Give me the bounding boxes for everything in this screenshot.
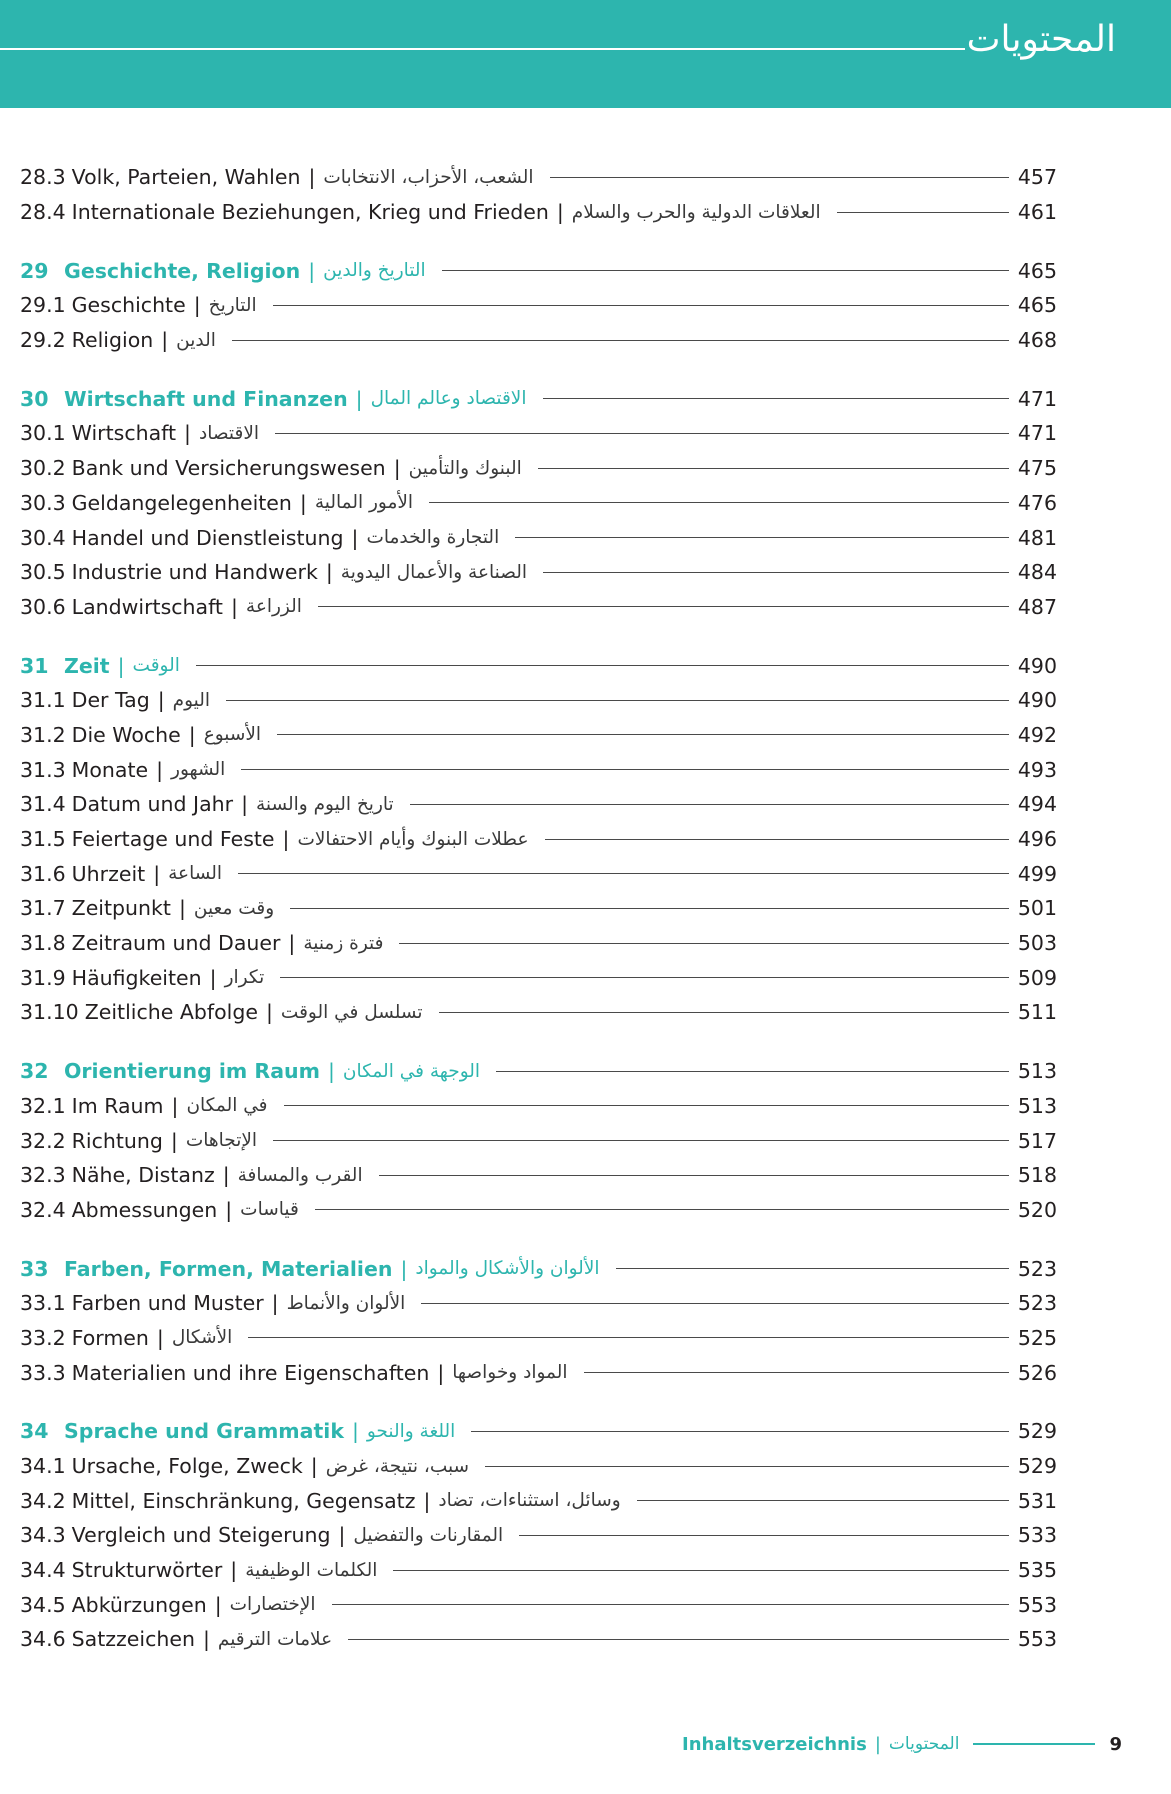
entry-page-number: 520: [1017, 1197, 1057, 1222]
entry-page-number: 513: [1017, 1059, 1057, 1084]
entry-page-number: 468: [1017, 328, 1057, 353]
entry-page-number: 503: [1017, 931, 1057, 956]
entry-page-number: 461: [1017, 200, 1057, 225]
entry-number: 29: [20, 258, 49, 283]
entry-title-ar: الشهور: [171, 759, 226, 781]
page-title: المحتويات: [966, 19, 1116, 60]
toc-group: [20, 160, 1057, 229]
entry-page-number: 492: [1017, 722, 1057, 747]
entry-title-de: Zeitraum und Dauer: [71, 931, 281, 956]
dotted-leader: [410, 804, 1009, 805]
entry-number: 30: [20, 386, 49, 411]
entry-title-de: Die Woche: [71, 722, 181, 747]
entry-number: 31.9: [20, 965, 66, 990]
dotted-leader: [393, 1570, 1009, 1571]
entry-title-ar: الصناعة والأعمال اليدوية: [340, 561, 528, 583]
dotted-leader: [616, 1268, 1009, 1269]
entry-page-number: 493: [1017, 757, 1057, 782]
entry-title-de: Farben, Formen, Materialien: [64, 1256, 393, 1281]
footer-rule: [973, 1743, 1095, 1745]
toc-entry-row[interactable]: [20, 683, 1057, 718]
toc-entry-row[interactable]: [20, 1553, 1057, 1588]
entry-page-number: 471: [1017, 386, 1057, 411]
entry-title-ar: قياسات: [240, 1199, 299, 1221]
entry-title-de: Wirtschaft und Finanzen: [64, 386, 348, 411]
toc-chapter-row[interactable]: [20, 1251, 1057, 1286]
entry-title-ar: الوجهة في المكان: [342, 1060, 481, 1082]
dotted-leader: [471, 1431, 1009, 1432]
entry-number: 29.1: [20, 293, 66, 318]
entry-title-ar: البنوك والتأمين: [408, 457, 522, 479]
toc-group: [20, 381, 1057, 624]
toc-entry-row[interactable]: [20, 1193, 1057, 1228]
toc-entry-row[interactable]: [20, 1355, 1057, 1390]
entry-separator: |: [437, 1360, 445, 1385]
entry-number: 28.3: [20, 165, 66, 190]
entry-title-de: Uhrzeit: [71, 861, 146, 886]
entry-number: 29.2: [20, 328, 66, 353]
entry-number: 32.4: [20, 1197, 66, 1222]
entry-number: 33.1: [20, 1291, 66, 1316]
dotted-leader: [315, 1209, 1009, 1210]
footer: [682, 1730, 1122, 1758]
toc-chapter-row[interactable]: [20, 648, 1057, 683]
entry-separator: |: [170, 1128, 178, 1153]
entry-separator: |: [117, 653, 125, 678]
entry-title-ar: الإتجاهات: [185, 1130, 258, 1152]
entry-number: 30.6: [20, 594, 66, 619]
entry-number: 31.6: [20, 861, 66, 886]
entry-title-ar: علامات الترقيم: [217, 1628, 333, 1650]
entry-title-ar: الدين: [176, 329, 216, 351]
entry-separator: |: [338, 1523, 346, 1548]
entry-title-de: Vergleich und Steigerung: [71, 1523, 331, 1548]
entry-title-ar: الأمور المالية: [314, 492, 414, 514]
dotted-leader: [543, 572, 1009, 573]
toc-chapter-row[interactable]: [20, 1414, 1057, 1449]
entry-title-ar: الساعة: [168, 863, 222, 885]
entry-title-ar: الاقتصاد: [198, 422, 260, 444]
entry-title-ar: فترة زمنية: [303, 932, 384, 954]
entry-number: 31.8: [20, 931, 66, 956]
entry-title-de: Formen: [71, 1325, 149, 1350]
entry-title-ar: التجارة والخدمات: [366, 527, 500, 549]
toc-entry-row[interactable]: [20, 520, 1057, 555]
entry-title-de: Sprache und Grammatik: [64, 1419, 344, 1444]
toc-entry-row[interactable]: [20, 1587, 1057, 1622]
entry-page-number: 494: [1017, 792, 1057, 817]
toc-group: [20, 1054, 1057, 1227]
toc-entry-row[interactable]: [20, 1518, 1057, 1553]
entry-separator: |: [393, 456, 401, 481]
toc-entry-row[interactable]: [20, 995, 1057, 1030]
dotted-leader: [543, 398, 1010, 399]
entry-title-de: Mittel, Einschränkung, Gegensatz: [71, 1488, 416, 1513]
dotted-leader: [379, 1175, 1009, 1176]
entry-page-number: 490: [1017, 688, 1057, 713]
entry-separator: |: [325, 560, 333, 585]
entry-separator: |: [230, 1558, 238, 1583]
entry-title-de: Materialien und ihre Eigenschaften: [71, 1360, 430, 1385]
entry-title-de: Farben und Muster: [71, 1291, 264, 1316]
dotted-leader: [442, 270, 1009, 271]
toc-entry-row[interactable]: [20, 323, 1057, 358]
entry-title-de: Geschichte: [71, 293, 186, 318]
toc-chapter-row[interactable]: [20, 253, 1057, 288]
entry-page-number: 535: [1017, 1558, 1057, 1583]
entry-page-number: 496: [1017, 827, 1057, 852]
entry-page-number: 523: [1017, 1291, 1057, 1316]
entry-page-number: 465: [1017, 258, 1057, 283]
dotted-leader: [439, 1012, 1009, 1013]
entry-page-number: 471: [1017, 421, 1057, 446]
dotted-leader: [837, 212, 1009, 213]
entry-title-de: Häufigkeiten: [71, 965, 202, 990]
entry-title-ar: القرب والمسافة: [237, 1164, 363, 1186]
entry-title-ar: المقارنات والتفضيل: [353, 1524, 504, 1546]
entry-separator: |: [308, 258, 316, 283]
header-rule: [0, 48, 965, 50]
entry-title-ar: وقت معين: [193, 897, 275, 919]
entry-title-de: Feiertage und Feste: [71, 827, 275, 852]
entry-title-ar: العلاقات الدولية والحرب والسلام: [571, 201, 821, 223]
dotted-leader: [519, 1535, 1009, 1536]
toc-entry-row[interactable]: [20, 718, 1057, 753]
dotted-leader: [273, 1140, 1009, 1141]
entry-title-de: Volk, Parteien, Wahlen: [71, 165, 301, 190]
toc-chapter-row[interactable]: [20, 381, 1057, 416]
entry-number: 34.6: [20, 1627, 66, 1652]
entry-page-number: 481: [1017, 525, 1057, 550]
entry-separator: |: [188, 722, 196, 747]
entry-page-number: 529: [1017, 1454, 1057, 1479]
entry-number: 31.3: [20, 757, 66, 782]
entry-title-ar: تاريخ اليوم والسنة: [256, 793, 394, 815]
entry-page-number: 531: [1017, 1488, 1057, 1513]
dotted-leader: [348, 1639, 1009, 1640]
entry-separator: |: [355, 386, 363, 411]
entry-number: 30.1: [20, 421, 66, 446]
entry-title-de: Der Tag: [71, 688, 150, 713]
entry-separator: |: [299, 490, 307, 515]
dotted-leader: [545, 839, 1009, 840]
entry-title-de: Abkürzungen: [71, 1592, 207, 1617]
toc-entry-row[interactable]: [20, 451, 1057, 486]
entry-separator: |: [271, 1291, 279, 1316]
dotted-leader: [277, 734, 1009, 735]
entry-page-number: 501: [1017, 896, 1057, 921]
entry-number: 31.1: [20, 688, 66, 713]
entry-title-de: Satzzeichen: [71, 1627, 195, 1652]
entry-page-number: 475: [1017, 456, 1057, 481]
toc-group: [20, 648, 1057, 1030]
header-band: [0, 0, 1171, 108]
dotted-leader: [429, 502, 1009, 503]
entry-separator: |: [310, 1454, 318, 1479]
entry-number: 32.1: [20, 1093, 66, 1118]
entry-number: 30.4: [20, 525, 66, 550]
dotted-leader: [485, 1466, 1009, 1467]
entry-page-number: 511: [1017, 1000, 1057, 1025]
entry-title-ar: اللغة والنحو: [366, 1420, 456, 1442]
toc-entry-row[interactable]: [20, 856, 1057, 891]
entry-title-de: Internationale Beziehungen, Krieg und Frieden: [71, 200, 549, 225]
entry-title-de: Industrie und Handwerk: [71, 560, 318, 585]
entry-page-number: 523: [1017, 1256, 1057, 1281]
entry-title-ar: اليوم: [172, 689, 210, 711]
entry-separator: |: [209, 965, 217, 990]
entry-title-ar: الكلمات الوظيفية: [245, 1559, 378, 1581]
entry-title-de: Bank und Versicherungswesen: [71, 456, 386, 481]
toc-entry-row[interactable]: [20, 891, 1057, 926]
toc-entry-row[interactable]: [20, 555, 1057, 590]
dotted-leader: [318, 606, 1009, 607]
dotted-leader: [421, 1303, 1009, 1304]
entry-separator: |: [230, 594, 238, 619]
dotted-leader: [550, 177, 1009, 178]
page-number: 9: [1109, 1733, 1122, 1755]
entry-title-ar: المواد وخواصها: [452, 1362, 568, 1384]
dotted-leader: [332, 1604, 1009, 1605]
dotted-leader: [238, 873, 1009, 874]
entry-title-de: Strukturwörter: [71, 1558, 223, 1583]
toc-entry-row[interactable]: [20, 752, 1057, 787]
entry-page-number: 509: [1017, 965, 1057, 990]
entry-separator: |: [351, 1419, 359, 1444]
entry-page-number: 529: [1017, 1419, 1057, 1444]
dotted-leader: [248, 1337, 1009, 1338]
entry-page-number: 526: [1017, 1360, 1057, 1385]
entry-title-ar: الألوان والأنماط: [286, 1292, 406, 1314]
entry-title-de: Zeitliche Abfolge: [84, 1000, 258, 1025]
entry-title-ar: تسلسل في الوقت: [280, 1001, 423, 1023]
entry-number: 31: [20, 653, 49, 678]
entry-title-de: Richtung: [71, 1128, 163, 1153]
entry-page-number: 487: [1017, 594, 1057, 619]
toc-entry-row[interactable]: [20, 960, 1057, 995]
toc-group: [20, 1251, 1057, 1390]
entry-page-number: 484: [1017, 560, 1057, 585]
toc-entry-row[interactable]: [20, 822, 1057, 857]
toc-entry-row[interactable]: [20, 926, 1057, 961]
entry-page-number: 533: [1017, 1523, 1057, 1548]
dotted-leader: [273, 305, 1009, 306]
entry-number: 34.4: [20, 1558, 66, 1583]
toc-entry-row[interactable]: [20, 288, 1057, 323]
dotted-leader: [241, 769, 1009, 770]
footer-separator: |: [874, 1733, 881, 1755]
entry-page-number: 553: [1017, 1592, 1057, 1617]
entry-title-ar: في المكان: [186, 1095, 268, 1117]
entry-number: 30.3: [20, 490, 66, 515]
toc-entry-row[interactable]: [20, 590, 1057, 625]
entry-number: 33.2: [20, 1325, 66, 1350]
entry-separator: |: [556, 200, 564, 225]
entry-separator: |: [171, 1093, 179, 1118]
entry-title-ar: الاقتصاد وعالم المال: [370, 388, 527, 410]
entry-number: 31.2: [20, 722, 66, 747]
entry-separator: |: [222, 1163, 230, 1188]
toc-entry-row[interactable]: [20, 1449, 1057, 1484]
entry-number: 34.5: [20, 1592, 66, 1617]
entry-separator: |: [184, 421, 191, 446]
entry-title-ar: التاريخ: [208, 294, 257, 316]
entry-title-de: Wirtschaft: [71, 421, 177, 446]
entry-title-ar: سبب، نتيجة، غرض: [325, 1455, 470, 1477]
entry-page-number: 499: [1017, 861, 1057, 886]
entry-title-de: Geschichte, Religion: [64, 258, 301, 283]
entry-separator: |: [178, 896, 186, 921]
toc-entry-row[interactable]: [20, 1158, 1057, 1193]
entry-title-de: Ursache, Folge, Zweck: [71, 1454, 303, 1479]
dotted-leader: [290, 908, 1009, 909]
entry-page-number: 476: [1017, 490, 1057, 515]
entry-separator: |: [202, 1627, 210, 1652]
entry-separator: |: [282, 827, 290, 852]
toc-entry-row[interactable]: [20, 195, 1057, 230]
entry-page-number: 518: [1017, 1163, 1057, 1188]
toc-entry-row[interactable]: [20, 1321, 1057, 1356]
entry-title-ar: الأشكال: [171, 1327, 233, 1349]
entry-title-ar: الوقت: [132, 655, 180, 677]
entry-separator: |: [265, 1000, 273, 1025]
entry-number: 33.3: [20, 1360, 66, 1385]
entry-separator: |: [153, 861, 161, 886]
entry-title-de: Nähe, Distanz: [71, 1163, 215, 1188]
entry-separator: |: [214, 1592, 222, 1617]
toc-chapter-row[interactable]: [20, 1054, 1057, 1089]
entry-separator: |: [423, 1488, 431, 1513]
entry-separator: |: [156, 1325, 164, 1350]
entry-number: 34.1: [20, 1454, 66, 1479]
dotted-leader: [196, 665, 1009, 666]
entry-title-ar: التاريخ والدين: [323, 260, 426, 282]
entry-number: 31.5: [20, 827, 66, 852]
entry-page-number: 465: [1017, 293, 1057, 318]
entry-separator: |: [156, 757, 164, 782]
footer-title-ar: المحتويات: [888, 1734, 960, 1754]
toc-entry-row[interactable]: [20, 416, 1057, 451]
table-of-contents: [20, 160, 1057, 1681]
dotted-leader: [275, 433, 1009, 434]
footer-title-de: Inhaltsverzeichnis: [682, 1733, 867, 1755]
entry-title-de: Religion: [71, 328, 154, 353]
entry-number: 31.7: [20, 896, 66, 921]
entry-number: 33: [20, 1256, 49, 1281]
entry-title-ar: الألوان والأشكال والمواد: [415, 1258, 600, 1280]
entry-separator: |: [241, 792, 248, 817]
toc-group: [20, 1414, 1057, 1657]
dotted-leader: [232, 340, 1009, 341]
entry-number: 30.2: [20, 456, 66, 481]
dotted-leader: [226, 700, 1009, 701]
dotted-leader: [584, 1372, 1010, 1373]
entry-number: 34.2: [20, 1488, 66, 1513]
toc-entry-row[interactable]: [20, 1089, 1057, 1124]
entry-title-de: Zeitpunkt: [71, 896, 171, 921]
entry-number: 34: [20, 1419, 49, 1444]
dotted-leader: [496, 1071, 1009, 1072]
entry-title-ar: وسائل، استثناءات، تضاد: [438, 1490, 621, 1512]
entry-number: 30.5: [20, 560, 66, 585]
entry-number: 32.2: [20, 1128, 66, 1153]
dotted-leader: [280, 977, 1009, 978]
entry-separator: |: [288, 931, 296, 956]
toc-entry-row[interactable]: [20, 1483, 1057, 1518]
entry-number: 31.4: [20, 792, 66, 817]
entry-number: 32.3: [20, 1163, 66, 1188]
toc-group: [20, 253, 1057, 357]
entry-title-de: Monate: [71, 757, 149, 782]
toc-entry-row[interactable]: [20, 1286, 1057, 1321]
entry-title-de: Geldangelegenheiten: [71, 490, 292, 515]
entry-title-de: Datum und Jahr: [71, 792, 234, 817]
entry-title-ar: الشعب، الأحزاب، الانتخابات: [323, 166, 534, 188]
entry-page-number: 490: [1017, 653, 1057, 678]
entry-title-de: Orientierung im Raum: [64, 1059, 320, 1084]
entry-separator: |: [193, 293, 201, 318]
toc-entry-row[interactable]: [20, 1622, 1057, 1657]
entry-title-ar: تكرار: [224, 967, 265, 989]
entry-page-number: 513: [1017, 1093, 1057, 1118]
entry-separator: |: [400, 1256, 408, 1281]
dotted-leader: [515, 537, 1009, 538]
entry-page-number: 517: [1017, 1128, 1057, 1153]
entry-separator: |: [351, 525, 359, 550]
toc-entry-row[interactable]: [20, 160, 1057, 195]
entry-title-ar: الأسبوع: [203, 724, 262, 746]
toc-entry-row[interactable]: [20, 1123, 1057, 1158]
entry-separator: |: [308, 165, 316, 190]
entry-title-de: Handel und Dienstleistung: [71, 525, 344, 550]
entry-title-ar: الزراعة: [245, 596, 302, 618]
entry-title-ar: عطلات البنوك وأيام الاحتفالات: [297, 828, 529, 850]
entry-number: 34.3: [20, 1523, 66, 1548]
entry-title-ar: الإختصارات: [229, 1594, 316, 1616]
entry-page-number: 553: [1017, 1627, 1057, 1652]
entry-number: 31.10: [20, 1000, 79, 1025]
entry-title-de: Im Raum: [71, 1093, 164, 1118]
dotted-leader: [284, 1105, 1010, 1106]
entry-separator: |: [328, 1059, 335, 1084]
entry-page-number: 525: [1017, 1325, 1057, 1350]
dotted-leader: [399, 943, 1009, 944]
entry-number: 28.4: [20, 200, 66, 225]
entry-title-de: Landwirtschaft: [71, 594, 223, 619]
toc-entry-row[interactable]: [20, 486, 1057, 521]
dotted-leader: [637, 1500, 1009, 1501]
entry-title-de: Abmessungen: [71, 1197, 218, 1222]
entry-separator: |: [225, 1197, 233, 1222]
entry-number: 32: [20, 1059, 49, 1084]
dotted-leader: [538, 468, 1009, 469]
entry-separator: |: [161, 328, 169, 353]
entry-title-de: Zeit: [64, 653, 110, 678]
entry-separator: |: [157, 688, 165, 713]
toc-entry-row[interactable]: [20, 787, 1057, 822]
entry-page-number: 457: [1017, 165, 1057, 190]
